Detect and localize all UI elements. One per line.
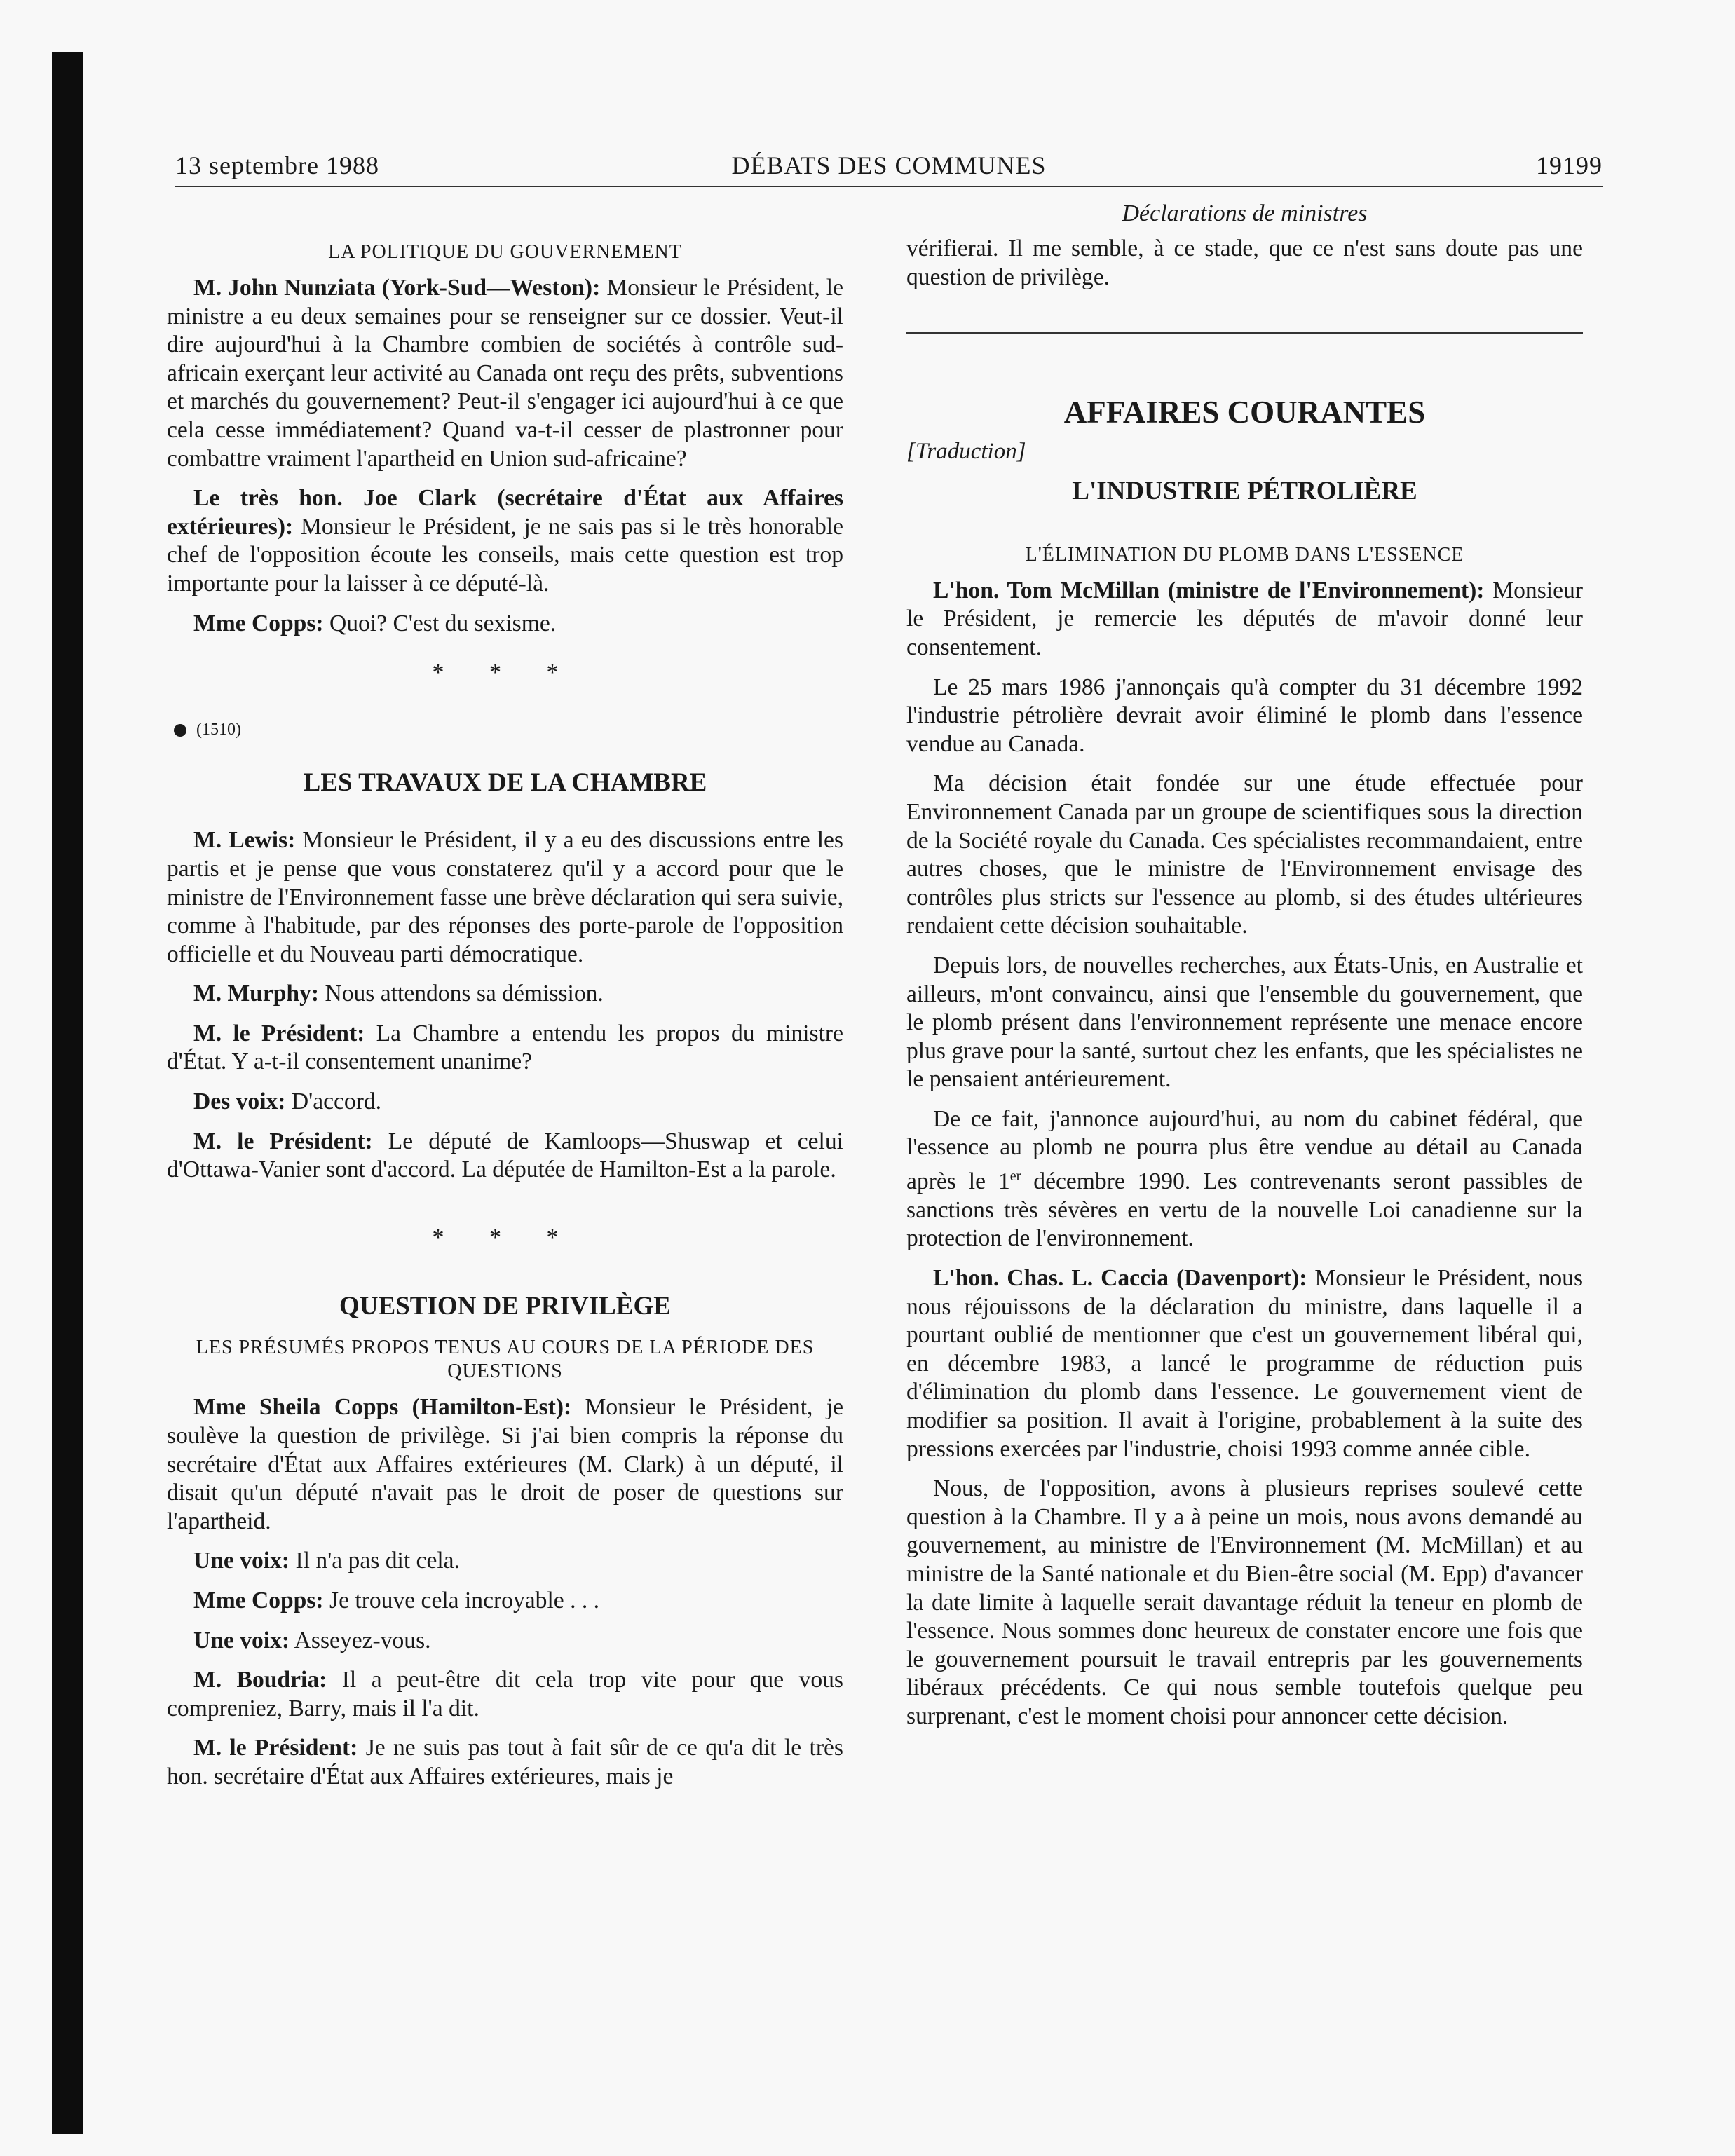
paragraph-text: La Chambre a entendu les propos du ministre d'État. Y a-t-il consentement unanime? xyxy=(167,1020,843,1075)
subheading-plomb: L'ÉLIMINATION DU PLOMB DANS L'ESSENCE xyxy=(1025,543,1464,566)
paragraph xyxy=(167,1587,843,1616)
paragraph xyxy=(906,1105,1583,1253)
speaker-name: M. le Président: xyxy=(193,1735,358,1761)
paragraph-text: Il n'a pas dit cela. xyxy=(290,1548,460,1574)
running-title: Déclarations de ministres xyxy=(1122,200,1368,226)
speaker-name: M. le Président: xyxy=(193,1128,373,1154)
time-marker xyxy=(174,716,843,744)
paragraph xyxy=(906,952,1583,1094)
paragraph-text: Quoi? C'est du sexisme. xyxy=(323,610,557,636)
speaker-name: Le très hon. Joe Clark (secrétaire d'État aux Affaires extérieures): xyxy=(167,485,843,540)
paragraph xyxy=(906,674,1583,759)
speaker-name: Des voix: xyxy=(193,1089,286,1115)
speaker-name: M. Murphy: xyxy=(193,981,320,1007)
paragraph-text: De ce fait, j'annonce aujourd'hui, au nom du cabinet fédéral, que l'essence au plomb ne pourra plus être vendue au détail au Canada après le 1 xyxy=(906,1105,1583,1195)
right-column xyxy=(906,200,1583,1742)
paragraph-text: Monsieur le Président, je ne sais pas si le très honorable chef de l'opposition écoute les conseils, mais cette question est trop importante pour la laisser à ce député-là. xyxy=(167,513,843,596)
speaker-name: M. John Nunziata (York-Sud—Weston): xyxy=(193,275,601,301)
paragraph-text: Ma décision était fondée sur une étude effectuée pour Environnement Canada par un groupe de scientifiques sous la direction de la Société royale du Canada. Ces spécialistes recommandaient, entre autres choses, que le ministre de l'Environnement envisage des contrôles plus stricts sur l'essence au plomb, si des études ultérieures rendaient cette décision souhaitable. xyxy=(906,770,1583,939)
paragraph-text: Asseyez-vous. xyxy=(290,1627,431,1653)
paragraph-text: Le 25 mars 1986 j'annonçais qu'à compter du 31 décembre 1992 l'industrie pétrolière devrait avoir éliminé le plomb dans l'essence vendue au Canada. xyxy=(906,674,1583,757)
paragraph-text: vérifierai. Il me semble, à ce stade, que ce n'est sans doute pas une question de privilège. xyxy=(906,236,1583,290)
header-date: 13 septembre 1988 xyxy=(175,151,379,179)
translation-note: [Traduction] xyxy=(906,439,1026,465)
speaker-name: L'hon. Tom McMillan (ministre de l'Environnement): xyxy=(933,577,1485,603)
paragraph-text: décembre 1990. Les contrevenants seront passibles de sanctions très sévères en vertu de la nouvelle Loi canadienne sur la protection de l'environnement. xyxy=(906,1168,1583,1252)
header-title: DÉBATS DES COMMUNES xyxy=(731,151,1047,179)
paragraph xyxy=(167,1547,843,1576)
scan-edge-bar xyxy=(52,52,83,2134)
paragraph-text: Je trouve cela incroyable . . . xyxy=(323,1588,600,1613)
paragraph xyxy=(906,577,1583,662)
page-header xyxy=(175,151,1603,187)
paragraph xyxy=(906,1264,1583,1464)
paragraph xyxy=(167,826,843,969)
paragraph-text: Nous attendons sa démission. xyxy=(319,981,604,1007)
paragraph xyxy=(906,235,1583,292)
speaker-name: Mme Copps: xyxy=(193,610,324,636)
paragraph xyxy=(167,1128,843,1185)
paragraph-text: Monsieur le Président, nous nous réjouissons de la déclaration du ministre, dans laquelle il a pourtant oublié de mentionner que c'est un gouvernement libéral qui, en décembre 1983, a lancé le programme de réduction puis d'élimination du plomb dans l'essence. Le gouvernement vient de modifier sa position. Il avait à l'origine, probablement à la suite des pressions exercées par l'industrie, choisi 1993 comme année cible. xyxy=(906,1265,1584,1462)
paragraph xyxy=(906,770,1583,941)
paragraph xyxy=(167,1088,843,1117)
heading-affaires-courantes: AFFAIRES COURANTES xyxy=(1063,395,1426,430)
paragraph xyxy=(167,1666,843,1723)
bullet-icon xyxy=(174,724,186,737)
paragraph xyxy=(167,274,843,473)
time-marker-text: (1510) xyxy=(196,720,241,739)
speaker-name: M. Boudria: xyxy=(193,1667,327,1693)
speaker-name: Mme Sheila Copps (Hamilton-Est): xyxy=(193,1394,572,1421)
paragraph xyxy=(167,1020,843,1077)
speaker-name: M. le Président: xyxy=(193,1020,365,1046)
paragraph xyxy=(167,484,843,598)
heading-travaux: LES TRAVAUX DE LA CHAMBRE xyxy=(303,768,707,798)
paragraph-text: Le député de Kamloops—Shuswap et celui d'Ottawa-Vanier sont d'accord. La députée de Hamilton-Est a la parole. xyxy=(167,1128,843,1183)
paragraph-text: Monsieur le Président, je remercie les députés de m'avoir donné leur consentement. xyxy=(906,577,1583,660)
paragraph-text: Monsieur le Président, il y a eu des discussions entre les partis et je pense que vous constaterez qu'il y a accord pour que le ministre de l'Environnement fasse une brève déclaration qui sera suivie, comme à l'habitude, par des réponses des porte-parole de l'opposition officielle et du Nouveau parti démocratique. xyxy=(167,827,843,967)
paragraph-text: Depuis lors, de nouvelles recherches, aux États-Unis, en Australie et ailleurs, m'ont convaincu, ainsi que l'ensemble du gouvernement, que le plomb présent dans l'environnement représente une menace encore plus grave pour la santé, surtout chez les enfants, que les spécialistes ne le pensaient antérieurement. xyxy=(906,952,1583,1093)
section-divider xyxy=(906,332,1583,334)
heading-privilege: QUESTION DE PRIVILÈGE xyxy=(339,1292,671,1321)
paragraph-text: D'accord. xyxy=(285,1089,382,1115)
header-page-number: 19199 xyxy=(1536,151,1603,179)
section-separator: * * * xyxy=(432,660,578,686)
paragraph-text: Monsieur le Président, je soulève la question de privilège. Si j'ai bien compris la réponse du secrétaire d'État aux Affaires extérieures (M. Clark) à un député, il disait qu'un député n'avait pas le droit de poser de questions sur l'apartheid. xyxy=(167,1394,843,1534)
left-column xyxy=(167,200,843,1803)
speaker-name: Mme Copps: xyxy=(193,1588,324,1613)
paragraph xyxy=(167,1393,843,1536)
heading-politique: LA POLITIQUE DU GOUVERNEMENT xyxy=(328,241,682,263)
subheading-privilege: LES PRÉSUMÉS PROPOS TENUS AU COURS DE LA PÉRIODE DES QUESTIONS xyxy=(196,1337,815,1383)
paragraph xyxy=(167,1734,843,1791)
paragraph-text: Il a peut-être dit cela trop vite pour que vous compreniez, Barry, mais il l'a dit. xyxy=(167,1667,843,1721)
speaker-name: Une voix: xyxy=(193,1548,290,1574)
speaker-name: M. Lewis: xyxy=(193,827,296,854)
speaker-name: Une voix: xyxy=(193,1627,290,1653)
paragraph xyxy=(167,610,843,639)
section-separator: * * * xyxy=(432,1224,578,1250)
superscript: er xyxy=(1009,1168,1021,1185)
heading-industrie: L'INDUSTRIE PÉTROLIÈRE xyxy=(1072,476,1417,505)
paragraph-text: Nous, de l'opposition, avons à plusieurs reprises soulevé cette question à la Chambre. Il y a à peine un mois, nous avons demandé au gouvernement, au ministre de l'Environnement (M. McMillan) et au ministre de la Santé nationale et du Bien-être social (M. Epp) d'avancer la date limite à laquelle serait davantage réduit la teneur en plomb de l'essence. Nous sommes donc heureux de constater encore une fois que le gouvernement poursuit le travail entrepris par les gouvernements libéraux précédents. Ce qui nous semble toutefois quelque peu surprenant, c'est le moment choisi pour annoncer cette décision. xyxy=(906,1475,1583,1729)
paragraph-text: Je ne suis pas tout à fait sûr de ce qu'a dit le très hon. secrétaire d'État aux Affaires extérieures, mais je xyxy=(167,1735,843,1789)
paragraph xyxy=(167,980,843,1009)
paragraph xyxy=(906,1475,1583,1731)
paragraph xyxy=(167,1627,843,1656)
paragraph-text: Monsieur le Président, le ministre a eu deux semaines pour se renseigner sur ce dossier. Veut-il dire aujourd'hui à la Chambre combien de sociétés à contrôle sud-africain exerçant leur activité au Canada ont reçu des prêts, subventions et marchés du gouvernement? Peut-il s'engager ici aujourd'hui à ce que cela cesse immédiatement? Quand va-t-il cesser de plastronner pour combattre vraiment l'apartheid en Union sud-africaine? xyxy=(167,275,843,472)
speaker-name: L'hon. Chas. L. Caccia (Davenport): xyxy=(933,1265,1307,1292)
